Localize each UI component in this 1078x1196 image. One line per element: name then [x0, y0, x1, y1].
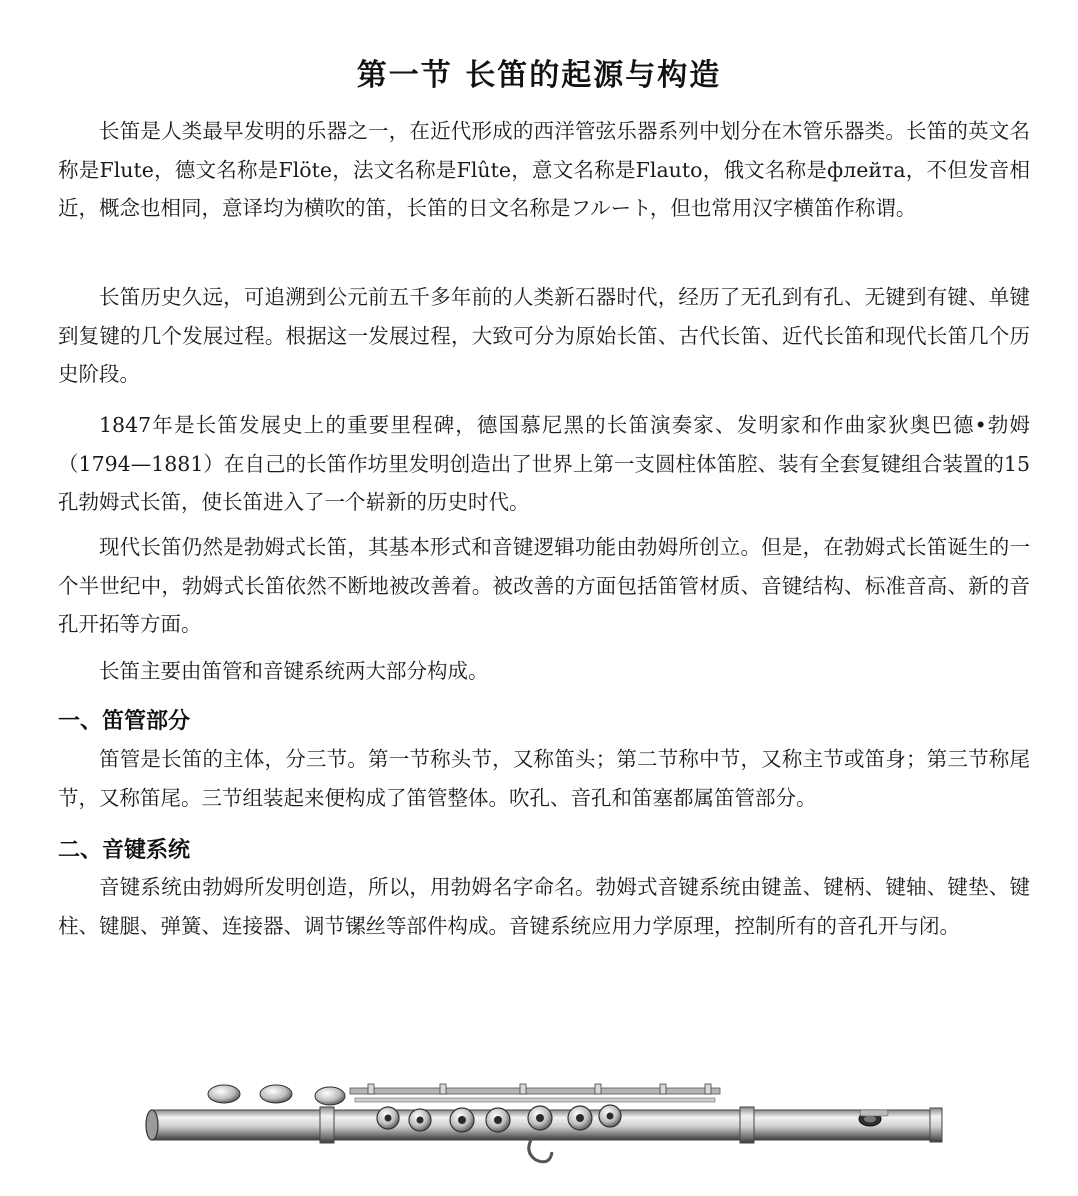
section-heading-tube: 一、笛管部分 [58, 709, 191, 734]
paragraph-tube: 笛管是长笛的主体，分三节。第一节称头节，又称笛头；第二节称中节，又称主节或笛身；第三节称尾节，又称笛尾。三节组装起来便构成了笛管整体。吹孔、音孔和笛塞都属笛管部分。 [58, 747, 1030, 810]
flute-illustration-icon [140, 1072, 945, 1177]
paragraph-structure: 长笛主要由笛管和音键系统两大部分构成。 [99, 659, 489, 683]
paragraph-origin: 长笛是人类最早发明的乐器之一，在近代形成的西洋管弦乐器系列中划分在木管乐器类。长笛的英文名称是Flute，德文名称是Flöte，法文名称是Flûte，意文名称是Flauto，俄文名称是флейта，不但发音相近，概念也相同，意译均为横吹的笛，长笛的日文名称是フルート，但也常用汉字横笛作称谓。 [58, 119, 1030, 220]
paragraph-modern-flute: 现代长笛仍然是勃姆式长笛，其基本形式和音键逻辑功能由勃姆所创立。但是，在勃姆式长笛诞生的一个半世纪中，勃姆式长笛依然不断地被改善着。被改善的方面包括笛管材质、音键结构、标准音高、新的音孔开拓等方面。 [58, 535, 1030, 636]
paragraph-history: 长笛历史久远，可追溯到公元前五千多年前的人类新石器时代，经历了无孔到有孔、无键到有键、单键到复键的几个发展过程。根据这一发展过程，大致可分为原始长笛、古代长笛、近代长笛和现代长笛几个历史阶段。 [58, 285, 1030, 386]
paragraph-key-system: 音键系统由勃姆所发明创造，所以，用勃姆名字命名。勃姆式音键系统由键盖、键柄、键轴、键垫、键柱、键腿、弹簧、连接器、调节镙丝等部件构成。音键系统应用力学原理，控制所有的音孔开与闭。 [58, 875, 1030, 938]
section-heading-key-system: 二、音键系统 [58, 838, 191, 863]
paragraph-boehm-1847: 1847年是长笛发展史上的重要里程碑，德国慕尼黑的长笛演奏家、发明家和作曲家狄奥巴德•勃姆（1794—1881）在自己的长笛作坊里发明创造出了世界上第一支圆柱体笛腔、装有全套复键组合装置的15孔勃姆式长笛，使长笛进入了一个崭新的历史时代。 [58, 413, 1030, 514]
flute-image [140, 1072, 945, 1177]
page-title: 第一节 长笛的起源与构造 [356, 58, 722, 94]
